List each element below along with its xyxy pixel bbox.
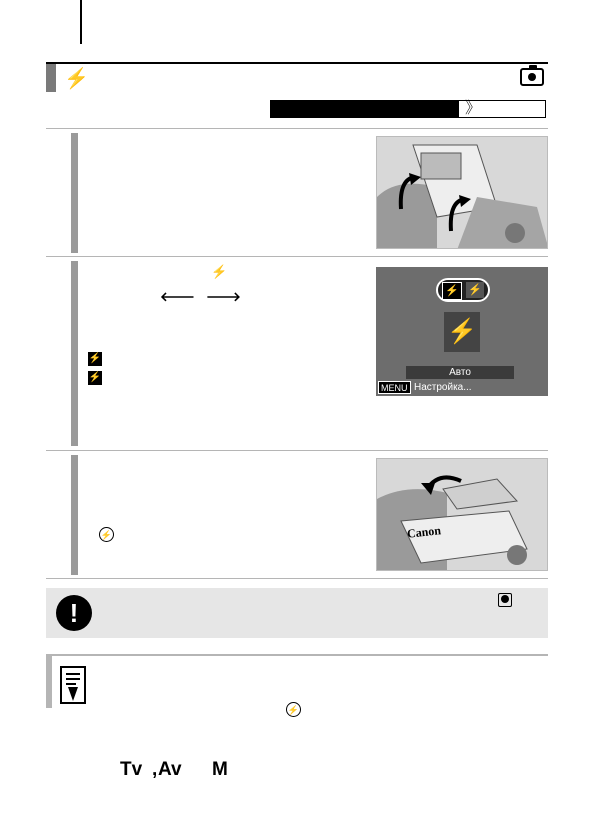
- divider: [46, 128, 548, 129]
- step-2-bar: [71, 261, 78, 446]
- exclamation-icon: !: [56, 595, 92, 631]
- flash-on-icon: ⚡: [466, 282, 484, 298]
- auto-flash-icon: ⚡: [442, 282, 462, 300]
- mode-separator: ,: [152, 759, 158, 780]
- lcd-auto-label: Авто: [406, 366, 514, 379]
- mode-av: Av: [158, 759, 182, 780]
- flash-off-icon: ⚡: [99, 525, 114, 543]
- note-divider: [46, 654, 548, 656]
- step-3-bar: [71, 455, 78, 575]
- flash-icon: ⚡: [211, 264, 228, 279]
- auto-flash-icon: ⚡: [88, 353, 102, 364]
- left-arrow-icon: 🡐: [160, 289, 195, 304]
- divider: [46, 256, 548, 257]
- camera-brand-label: Canon: [406, 523, 442, 541]
- divider: [46, 578, 548, 579]
- menu-tag: MENU: [378, 381, 411, 394]
- mode-m: M: [212, 759, 228, 780]
- lcd-screen: [376, 267, 548, 396]
- flash-icon: ⚡: [64, 68, 89, 90]
- lcd-menu-text: Настройка...: [414, 382, 472, 393]
- right-arrow-icon: 🡒: [206, 289, 241, 304]
- divider: [46, 450, 548, 451]
- red-eye-icon: [498, 593, 512, 607]
- memo-icon: [60, 666, 86, 704]
- mode-tv: Tv: [120, 759, 143, 780]
- mode-dial-bar: [270, 100, 458, 118]
- step-1-bar: [71, 133, 78, 253]
- camera-icon: [520, 68, 544, 86]
- flash-mode-selector: [436, 278, 490, 302]
- caution-box: [46, 588, 548, 638]
- camera-flash-lower-image: [376, 458, 548, 571]
- camera-flash-raise-image: [376, 136, 548, 249]
- note-strip: [46, 656, 52, 708]
- header-accent-strip: [46, 64, 56, 92]
- flash-on-icon: ⚡: [88, 372, 102, 383]
- page-corner-mark: [80, 0, 82, 44]
- auto-flash-big-icon: ⚡: [444, 312, 480, 352]
- flash-off-icon: ⚡: [286, 700, 301, 718]
- section-header: [46, 62, 548, 94]
- next-arrow-box: 》: [458, 100, 546, 118]
